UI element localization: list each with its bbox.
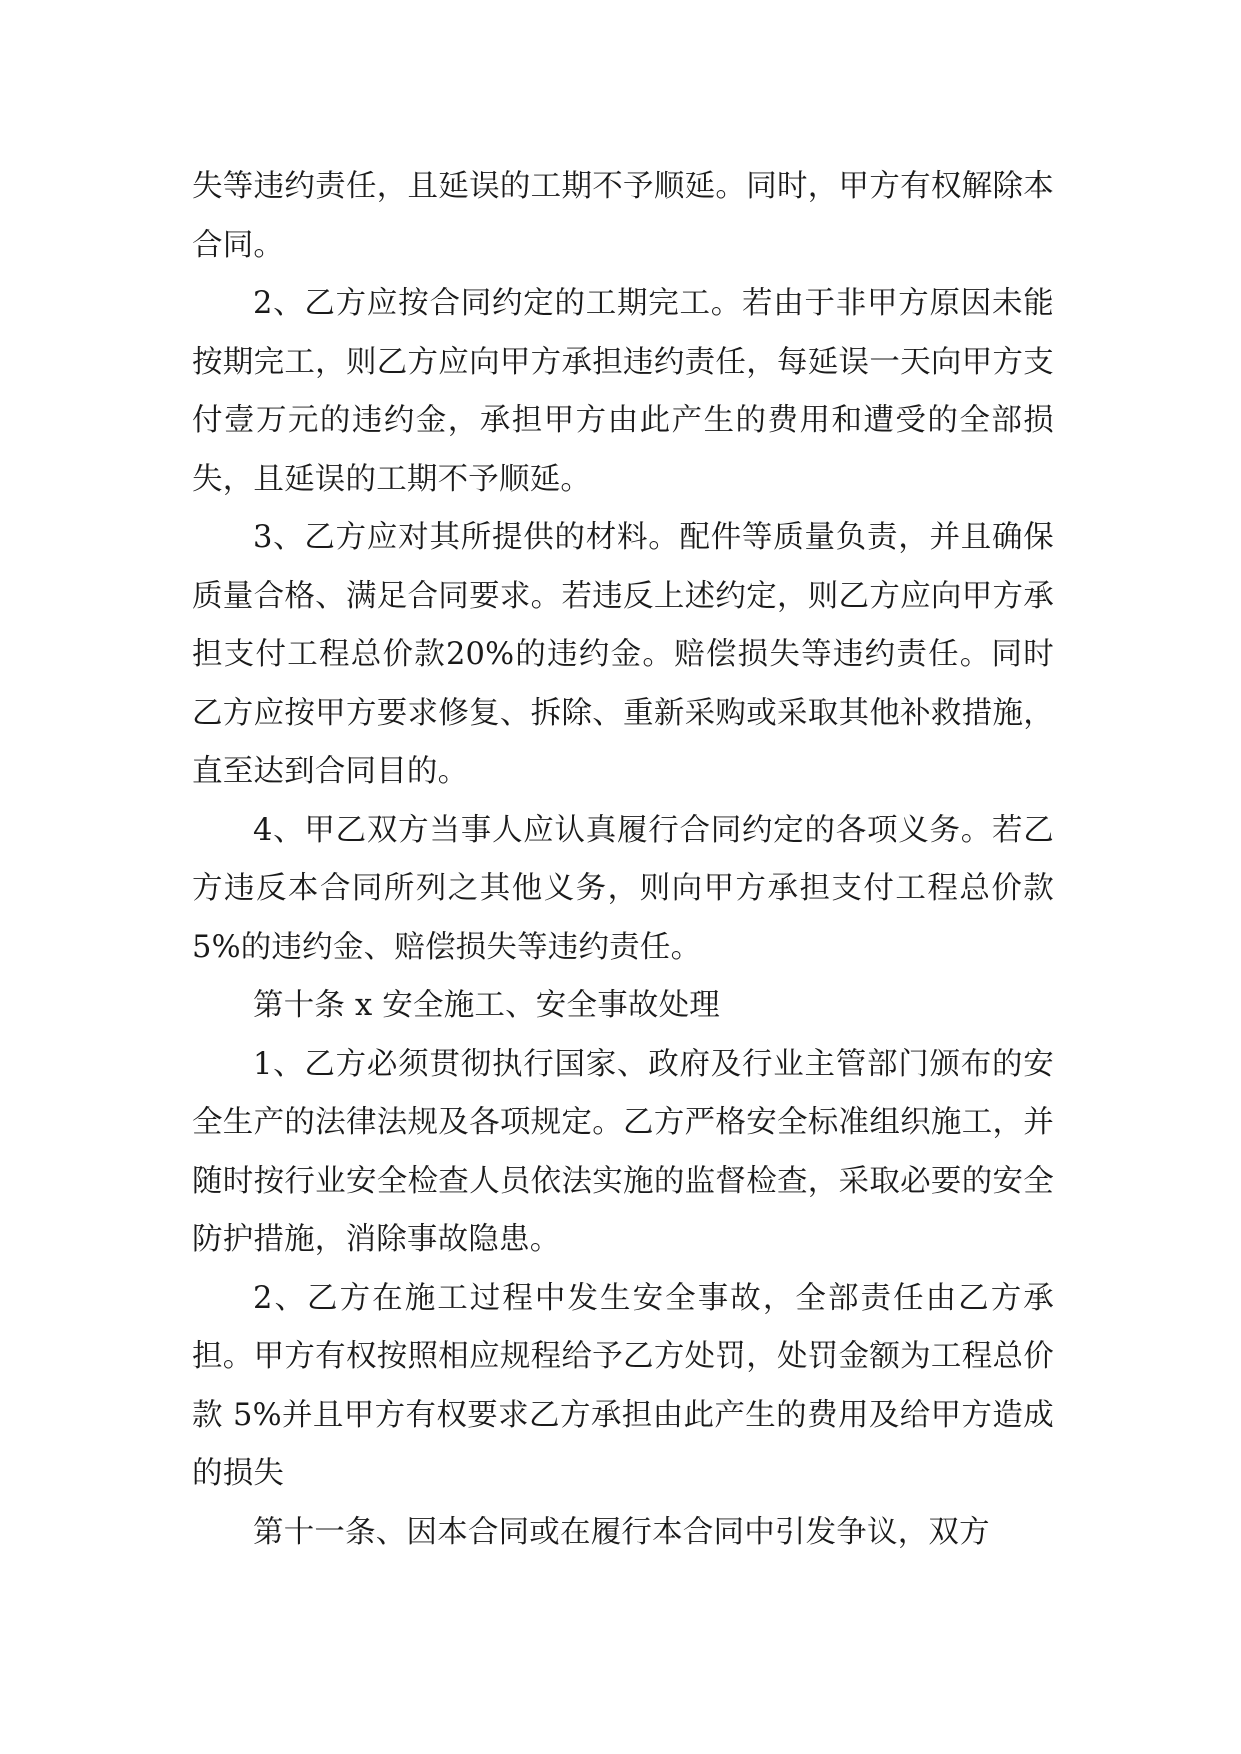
paragraph-article-11: 第十一条、因本合同或在履行本合同中引发争议，双方 (253, 1514, 990, 1550)
paragraph-1: 失等违约责任，且延误的工期不予顺延。同时，甲方有权解除本合同。 (192, 169, 1054, 263)
document-body (192, 158, 1054, 1562)
paragraph-2: 2、乙方应按合同约定的工期完工。若由于非甲方原因未能按期完工，则乙方应向甲方承担违约责任，每延误一天向甲方支付壹万元的违约金，承担甲方由此产生的费用和遭受的全部损失，且延误的工期不予顺延。 (192, 286, 1054, 497)
paragraph-3: 3、乙方应对其所提供的材料。配件等质量负责，并且确保质量合格、满足合同要求。若违反上述约定，则乙方应向甲方承担支付工程总价款20%的违约金。赔偿损失等违约责任。同时乙方应按甲方要求修复、拆除、重新采购或采取其他补救措施，直至达到合同目的。 (192, 520, 1054, 789)
paragraph-6: 2、乙方在施工过程中发生安全事故，全部责任由乙方承担。甲方有权按照相应规程给予乙方处罚，处罚金额为工程总价款 5%并且甲方有权要求乙方承担由此产生的费用及给甲方造成的损失 (192, 1280, 1054, 1491)
section-heading-article-10: 第十条 x 安全施工、安全事故处理 (253, 988, 720, 1023)
paragraph-4: 4、甲乙双方当事人应认真履行合同约定的各项义务。若乙方违反本合同所列之其他义务，则向甲方承担支付工程总价款 5%的违约金、赔偿损失等违约责任。 (192, 812, 1054, 965)
paragraph-5: 1、乙方必须贯彻执行国家、政府及行业主管部门颁布的安全生产的法律法规及各项规定。乙方严格安全标准组织施工，并随时按行业安全检查人员依法实施的监督检查，采取必要的安全防护措施，消除事故隐患。 (192, 1046, 1054, 1257)
